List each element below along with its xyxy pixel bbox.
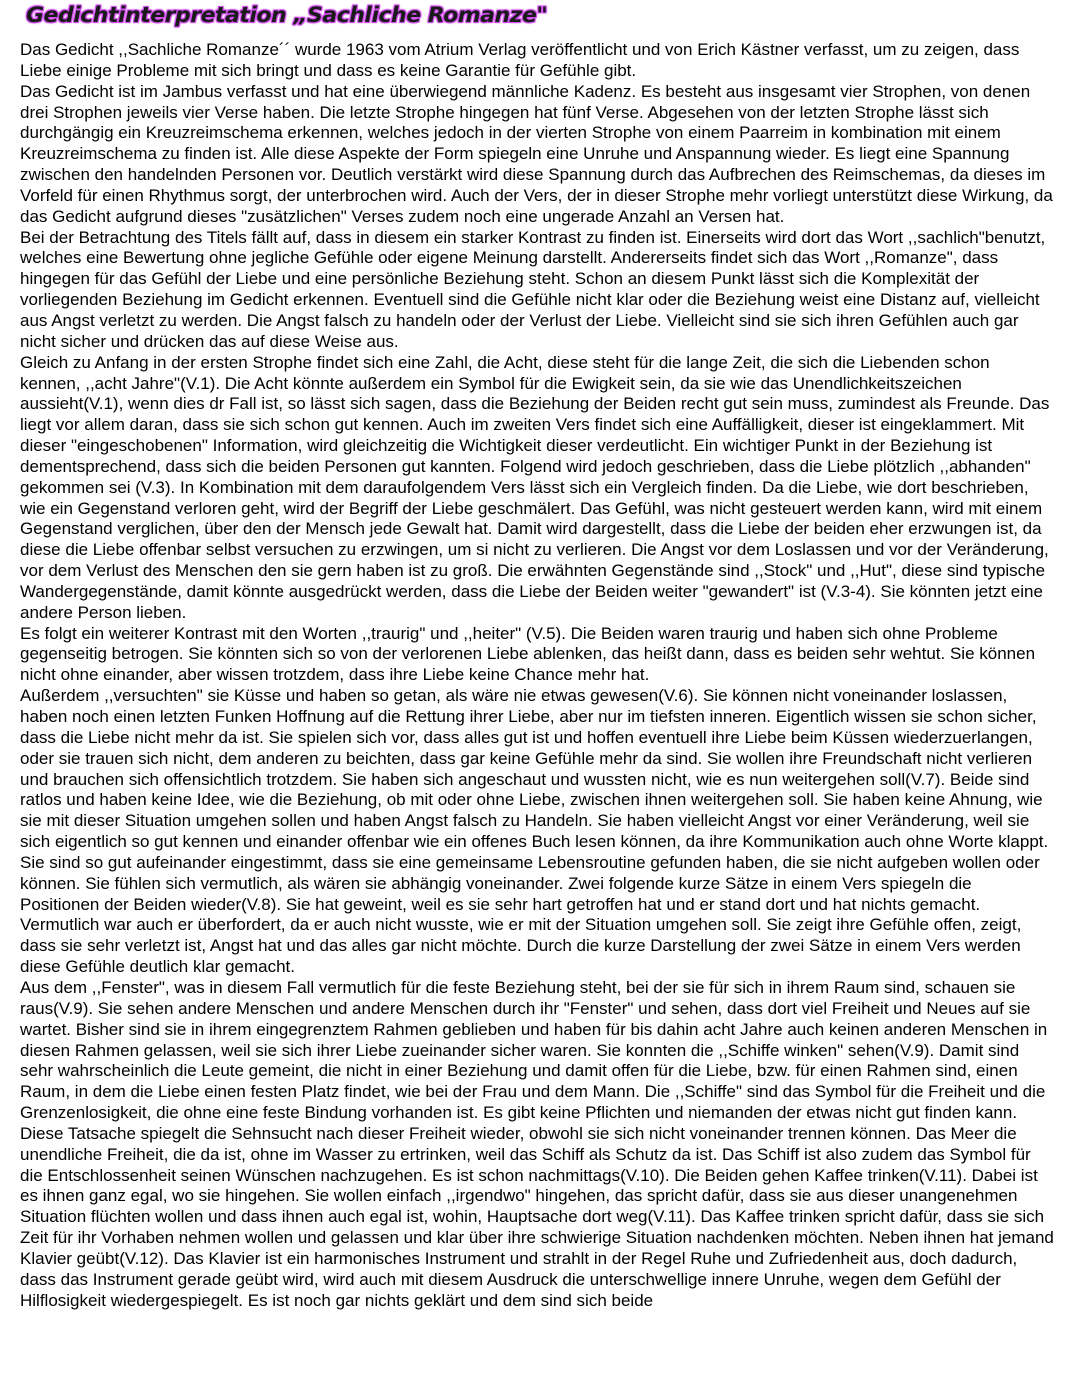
paragraph-window: Aus dem ,,Fenster", was in diesem Fall vermutlich für die feste Beziehung steht, bei der sie für sich in ihrem Raum sind, schauen sie raus(V.9). Sie sehen andere Menschen und andere Menschen durch ihr "Fenster" und sehen, dass dort viel Freiheit und Neues auf sie wartet. Bisher sind sie in ihrem eingegrenztem Rahmen geblieben und haben für bis dahin acht Jahre auch keinen anderen Menschen in diesen Rahmen gelassen, weil sie sich ihrer Liebe zueinander sicher waren. Sie konnten die ,,Schiffe winken" sehen(V.9). Damit sind sehr wahrscheinlich die Leute gemeint, die nicht in einer Beziehung und damit offen für die Liebe, bzw. für einen Rahmen sind, einen Raum, in dem die Liebe einen festen Platz findet, wie bei der Frau und dem Mann. Die ,,Schiffe" sind das Symbol für die Freiheit und die Grenzenlosigkeit, die ohne eine feste Bindung vorhanden ist. Es gibt keine Pflichten und niemanden der etwas nicht gut finden kann. Diese Tatsache spiegelt die Sehnsucht nach dieser Freiheit wieder, obwohl sie sich nicht voneinander trennen können. Das Meer die unendliche Freiheit, die da ist, ohne im Wasser zu ertrinken, weil das Schiff als Schutz da ist. Das Schiff ist also zudem das Symbol für die Entschlossenheit seinen Wünschen nachzugehen. Es ist schon nachmittags(V.10). Die Beiden gehen Kaffee trinken(V.11). Dabei ist es ihnen ganz egal, wo sie hingehen. Sie wollen einfach ,,irgendwo" hingehen, das spricht dafür, dass sie aus dieser unangenehmen Situation flüchten wollen und dass ihnen auch egal ist, wohin, Hauptsache dort weg(V.11). Das Kaffee trinken spricht dafür, dass sie sich Zeit für ihr Vorhaben nehmen wollen und gelassen und klar über ihre schwierige Situation nachdenken möchten. Neben ihnen hat jemand Klavier geübt(V.12). Das Klavier ist ein harmonisches Instrument und strahlt in der Regel Ruhe und Zufriedenheit aus, doch dadurch, dass das Instrument gerade geübt wird, wird auch mit diesem Ausdruck die unterschwellige innere Unruhe, wegen dem Gefühl der Hilflosigkeit wiedergespiegelt. Es ist noch gar nichts geklärt und dem sind sich beide <box>20 977 1054 1310</box>
paragraph-intro: Das Gedicht ,,Sachliche Romanze´´ wurde 1963 vom Atrium Verlag veröffentlicht und von Erich Kästner verfasst, um zu zeigen, dass Liebe einige Probleme mit sich bringt und dass es keine Garantie für Gefühle gibt. <box>20 40 1020 80</box>
paragraph-title-analysis: Bei der Betrachtung des Titels fällt auf, dass in diesem ein starker Kontrast zu finden ist. Einerseits wird dort das Wort ,,sachlich"benutzt, welches eine Bewertung ohne jegliche Gefühle oder eigene Meinung darstellt. Andererseits findet sich das Wort ,,Romanze", dass hingegen für das Gefühl der Liebe und eine persönliche Beziehung steht. Schon an diesem Punkt lässt sich die Komplexität der vorliegenden Beziehung im Gedicht erkennen. Eventuell sind die Gefühle nicht klar oder die Beziehung weist eine Distanz auf, vielleicht aus Angst verletzt zu werden. Die Angst falsch zu handeln oder der Verlust der Liebe. Vielleicht sind sie sich ihren Gefühlen auch gar nicht sicher und drücken das auf diese Weise aus. <box>20 227 1046 351</box>
paragraph-contrast: Es folgt ein weiterer Kontrast mit den Worten ,,traurig" und ,,heiter" (V.5). Die Beiden waren traurig und haben sich ohne Probleme gegenseitig betrogen. Sie könnten sich so von der verlorenen Liebe ablenken, das heißt dann, dass es beiden sehr wehtut. Sie können nicht ohne einander, aber wissen trotzdem, dass ihre Liebe keine Chance mehr hat. <box>20 623 1036 685</box>
document-title: Gedichtinterpretation „Sachliche Romanze" <box>26 4 548 28</box>
paragraph-stanza-one: Gleich zu Anfang in der ersten Strophe findet sich eine Zahl, die Acht, diese steht für die lange Zeit, die sich die Liebenden schon kennen, ,,acht Jahre"(V.1). Die Acht könnte außerdem ein Symbol für die Ewigkeit sein, da sie wie das Unendlichkeitszeichen aussieht(V.1), wenn dies dr Fall ist, so lässt sich sagen, dass die Beziehung der Beiden recht gut sein muss, zumindest als Freunde. Das liegt vor allem daran, dass sie sich schon gut kennen. Auch im zweiten Vers findet sich eine Auffälligkeit, dieser ist eingeklammert. Mit dieser "eingeschobenen" Information, wird gleichzeitig die Wichtigkeit dieser verdeutlicht. Ein wichtiger Punkt in der Beziehung ist dementsprechend, dass sich die beiden Personen gut kannten. Folgend wird jedoch geschrieben, dass die Liebe plötzlich ,,abhanden" gekommen sei (V.3). In Kombination mit dem daraufolgendem Vers lässt sich ein Vergleich finden. Da die Liebe, wie dort beschrieben, wie ein Gegenstand verloren geht, wird der Begriff der Liebe geschmälert. Das Gefühl, was nicht gesteuert werden kann, wird mit einem Gegenstand verglichen, über den der Mensch jede Gewalt hat. Damit wird dargestellt, dass die Liebe der beiden eher erzwungen ist, da diese die Liebe offenbar selbst versuchen zu erzwingen, um si nicht zu verlieren. Die Angst vor dem Loslassen und vor der Veränderung, vor dem Verlust des Menschen den sie gern haben ist zu groß. Die erwähnten Gegenstände sind ,,Stock" und ,,Hut", diese sind typische Wandergegenstände, damit könnte ausgedrückt werden, dass die Liebe der Beiden weiter "gewandert" ist (V.3-4). Sie könnten jetzt eine andere Person lieben. <box>20 352 1050 622</box>
document-body <box>20 40 1054 1311</box>
paragraph-form: Das Gedicht ist im Jambus verfasst und hat eine überwiegend männliche Kadenz. Es besteht aus insgesamt vier Strophen, von denen drei Strophen jeweils vier Verse haben. Die letzte Strophe hingegen hat fünf Verse. Abgesehen von der letzten Strophe lässt sich durchgängig ein Kreuzreimschema erkennen, welches jedoch in der vierten Strophe von einem Paarreim in kombination mit einem Kreuzreimschema zu finden ist. Alle diese Aspekte der Form spiegeln eine Unruhe und Anspannung wieder. Es liegt eine Spannung zwischen den handelnden Personen vor. Deutlich verstärkt wird diese Spannung durch das Aufbrechen des Reimschemas, da dieses im Vorfeld für einen Rhythmus sorgt, der unterbrochen wird. Auch der Vers, der in dieser Strophe mehr vorliegt unterstützt diese Wirkung, da das Gedicht aufgrund dieses "zusätzlichen" Verses zudem noch eine ungerade Anzahl an Versen hat. <box>20 81 1053 226</box>
paragraph-kisses: Außerdem ,,versuchten" sie Küsse und haben so getan, als wäre nie etwas gewesen(V.6). Sie können nicht voneinander loslassen, haben noch einen letzten Funken Hoffnung auf die Rettung ihrer Liebe, aber nur im tiefsten inneren. Eigentlich wissen sie schon sicher, dass die Liebe nicht mehr da ist. Sie spielen sich vor, dass alles gut ist und hoffen eventuell ihre Liebe beim Küssen wiederzuerlangen, oder sie trauen sich nicht, dem anderen zu beichten, dass gar keine Gefühle mehr da sind. Sie wollen ihre Freundschaft nicht verlieren und brauchen sich offensichtlich trotzdem. Sie haben sich angeschaut und wussten nicht, wie es nun weitergehen soll(V.7). Beide sind ratlos und haben keine Idee, wie die Beziehung, ob mit oder ohne Liebe, zwischen ihnen weitergehen soll. Sie haben keine Ahnung, wie sie mit dieser Situation umgehen sollen und haben Angst falsch zu Handeln. Sie haben vielleicht Angst vor einer Veränderung, weil sie sich eigentlich so gut kennen und einander offenbar wie ein offenes Buch lesen können, da ihre Kommunikation auch ohne Worte klappt. Sie sind so gut aufeinander eingestimmt, dass sie eine gemeinsame Lebensroutine gefunden haben, die sie nicht aufgeben wollen oder können. Sie fühlen sich vermutlich, als wären sie abhängig voneinander. Zwei folgende kurze Sätze in einem Vers spiegeln die Positionen der Beiden wieder(V.8). Sie hat geweint, weil es sie sehr hart getroffen hat und er stand dort und hat nichts gemacht. Vermutlich war auch er überfordert, da er auch nicht wusste, wie er mit der Situation umgehen soll. Sie zeigt ihre Gefühle offen, zeigt, dass sie sehr verletzt ist, Angst hat und das alles gar nicht möchte. Durch die kurze Darstellung der zwei Sätze in einem Vers werden diese Gefühle deutlich klar gemacht. <box>20 686 1049 977</box>
